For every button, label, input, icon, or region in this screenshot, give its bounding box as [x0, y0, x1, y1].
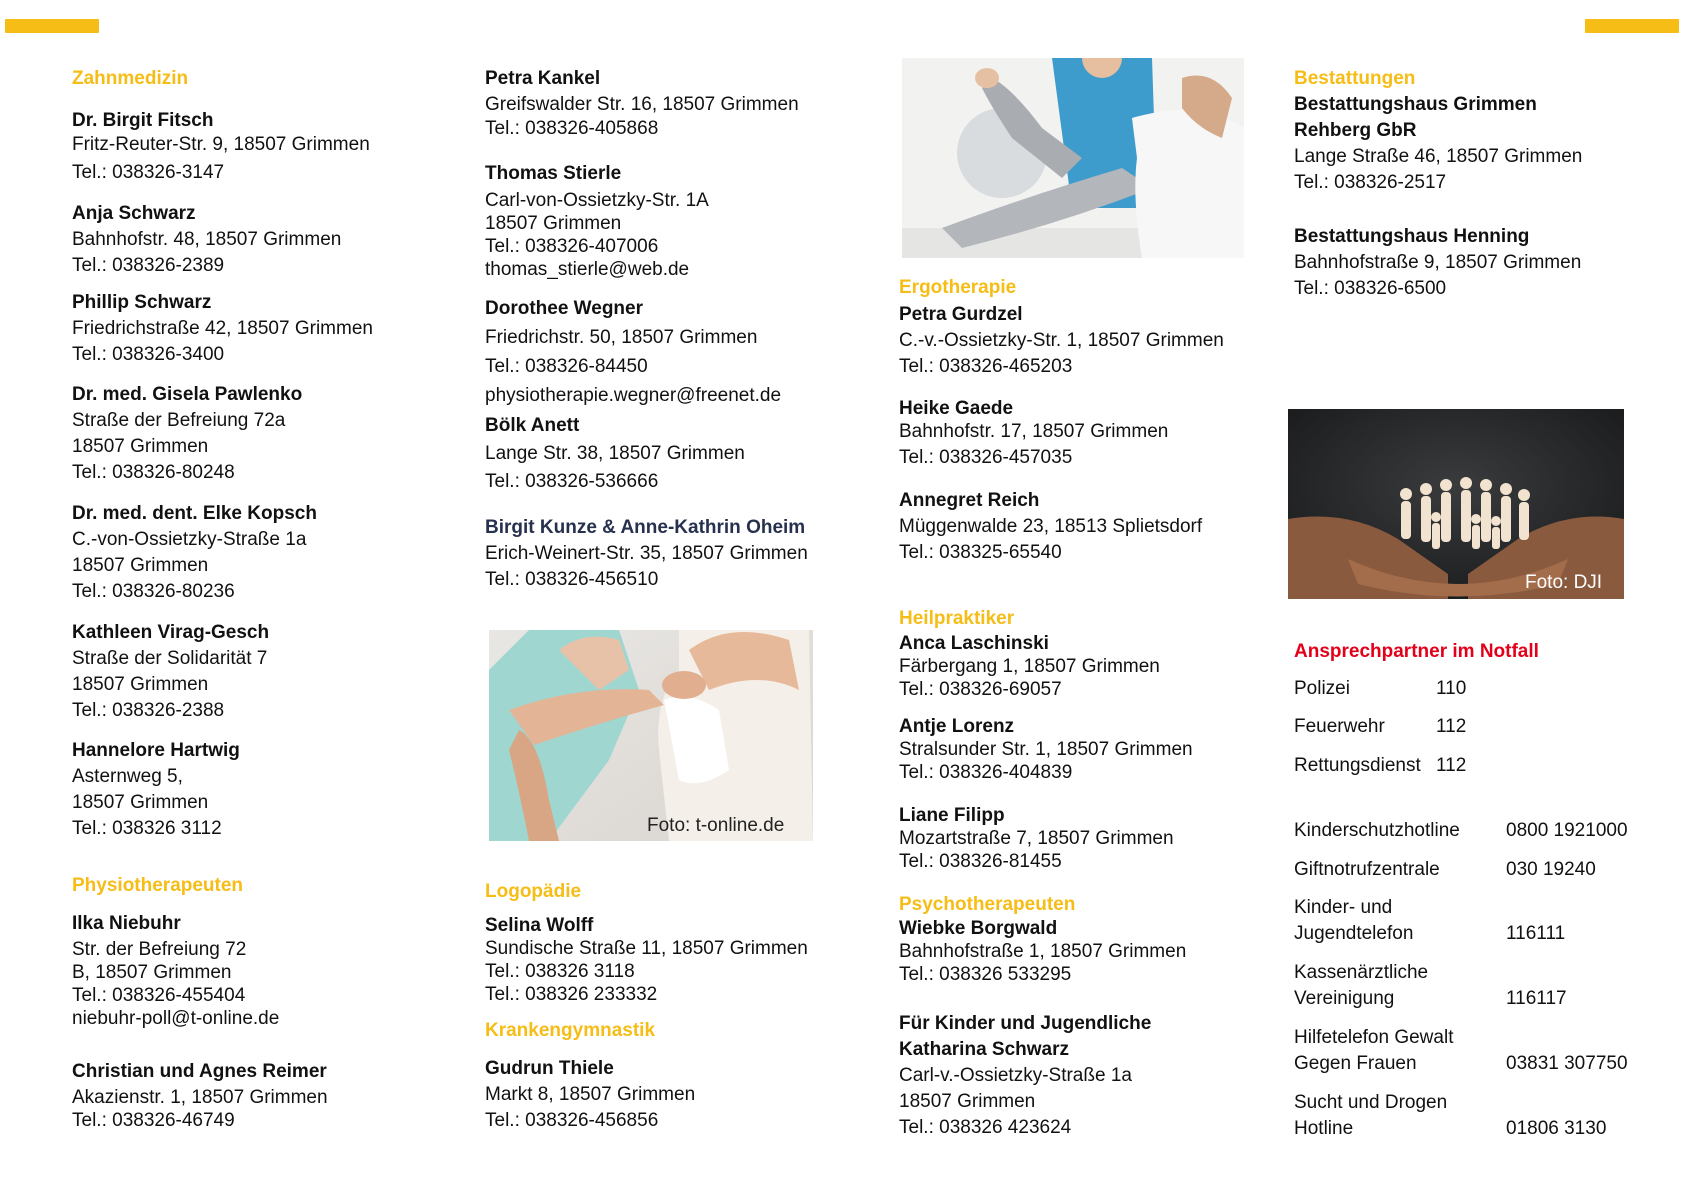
hotline-number: 0800 1921000 — [1506, 820, 1628, 841]
entry-kankel — [485, 67, 799, 141]
entry-anja-schwarz — [72, 201, 341, 279]
entry-name: Gudrun Thiele — [485, 1058, 614, 1079]
photo-credit: Foto: t-online.de — [647, 815, 785, 836]
entry-name: Liane Filipp — [899, 805, 1005, 826]
entry-name: Heike Gaede — [899, 398, 1014, 419]
entry-address: Bahnhofstr. 48, 18507 Grimmen — [72, 229, 342, 250]
hotline-label-2: Jugendtelefon — [1294, 923, 1414, 944]
entry-name: Phillip Schwarz — [72, 292, 212, 313]
hotline-label: Sucht und Drogen — [1294, 1092, 1448, 1113]
entry-wolff — [485, 914, 808, 1006]
hotline-number: 030 19240 — [1506, 859, 1596, 880]
emergency-label: Polizei — [1294, 678, 1350, 699]
entry-phone: Tel.: 038326 3112 — [72, 818, 222, 839]
entry-name: Dorothee Wegner — [485, 298, 644, 319]
entry-phone: Tel.: 038326 533295 — [899, 964, 1072, 985]
entry-wegner — [485, 294, 781, 410]
entry-phone: Tel.: 038326-536666 — [485, 471, 659, 492]
entry-fitsch — [72, 109, 370, 185]
entry-stierle — [485, 162, 709, 281]
entry-address: Carl-v.-Ossietzky-Straße 1a — [899, 1065, 1132, 1086]
entry-address: Greifswalder Str. 16, 18507 Grimmen — [485, 94, 799, 115]
entry-gaede — [899, 397, 1168, 469]
hotline-row — [1294, 1025, 1628, 1077]
entry-name: Hannelore Hartwig — [72, 740, 240, 761]
entry-filipp — [899, 804, 1174, 873]
heading-bestattungen: Bestattungen — [1294, 68, 1416, 89]
entry-address: C.-v.-Ossietzky-Str. 1, 18507 Grimmen — [899, 330, 1224, 351]
entry-name: Antje Lorenz — [899, 716, 1015, 737]
entry-name: Bestattungshaus Henning — [1294, 226, 1530, 247]
emergency-row — [1294, 714, 1466, 740]
hotline-number: 116111 — [1506, 923, 1566, 944]
entry-address: Akazienstr. 1, 18507 Grimmen — [72, 1087, 328, 1108]
entry-katharina-schwarz — [899, 1011, 1151, 1141]
entry-laschinski — [899, 632, 1160, 701]
entry-name: Petra Gurdzel — [899, 304, 1023, 325]
entry-phone: Tel.: 038326-2517 — [1294, 172, 1447, 193]
heading-physiotherapeuten: Physiotherapeuten — [72, 875, 244, 896]
entry-address: Erich-Weinert-Str. 35, 18507 Grimmen — [485, 543, 808, 564]
entry-niebuhr — [72, 912, 279, 1030]
entry-address: Bahnhofstr. 17, 18507 Grimmen — [899, 421, 1169, 442]
emergency-row — [1294, 753, 1466, 779]
hotline-label: Hilfetelefon Gewalt — [1294, 1027, 1454, 1048]
heading-heilpraktiker: Heilpraktiker — [899, 608, 1015, 629]
hotline-row — [1294, 857, 1596, 883]
entry-email: physiotherapie.wegner@freenet.de — [485, 385, 782, 406]
accent-bar-right — [1585, 19, 1679, 33]
heading-ergotherapie: Ergotherapie — [899, 277, 1017, 298]
entry-hartwig — [72, 738, 240, 842]
entry-address: Färbergang 1, 18507 Grimmen — [899, 656, 1160, 677]
emergency-label: Rettungsdienst — [1294, 755, 1421, 776]
accent-bar-left — [5, 19, 99, 33]
entry-phone: Tel.: 038326-455404 — [72, 985, 246, 1006]
entry-phone: Tel.: 038326-2389 — [72, 255, 225, 276]
entry-email: niebuhr-poll@t-online.de — [72, 1008, 280, 1029]
entry-phone: Tel.: 038326-2388 — [72, 700, 225, 721]
entry-phone: Tel.: 038326-3400 — [72, 344, 225, 365]
entry-phone: Tel.: 038325-65540 — [899, 542, 1062, 563]
hotline-number: 01806 3130 — [1506, 1118, 1607, 1139]
emergency-number: 112 — [1436, 755, 1467, 776]
entry-reich — [899, 488, 1202, 566]
entry-phone: Tel.: 038326-407006 — [485, 236, 659, 257]
entry-phone: Tel.: 038326-84450 — [485, 356, 648, 377]
entry-phone: Tel.: 038326 423624 — [899, 1117, 1072, 1138]
entry-phone: Tel.: 038326-456856 — [485, 1110, 659, 1131]
hotline-label: Giftnotrufzentrale — [1294, 859, 1440, 880]
entry-address-2: 18507 Grimmen — [485, 213, 622, 234]
entry-virag-gesch — [72, 620, 269, 724]
emergency-number: 112 — [1436, 716, 1467, 737]
entry-name: Thomas Stierle — [485, 163, 622, 184]
therapy-photo — [902, 58, 1244, 258]
entry-address: Straße der Befreiung 72a — [72, 410, 286, 431]
entry-address: Stralsunder Str. 1, 18507 Grimmen — [899, 739, 1193, 760]
heading-krankengymnastik: Krankengymnastik — [485, 1020, 656, 1041]
entry-address: Friedrichstraße 42, 18507 Grimmen — [72, 318, 373, 339]
entry-name-2: Rehberg GbR — [1294, 120, 1417, 141]
entry-address: Fritz-Reuter-Str. 9, 18507 Grimmen — [72, 134, 370, 155]
entry-address: Lange Str. 38, 18507 Grimmen — [485, 443, 745, 464]
entry-address: Mozartstraße 7, 18507 Grimmen — [899, 828, 1174, 849]
entry-address: Lange Straße 46, 18507 Grimmen — [1294, 146, 1583, 167]
entry-address: Friedrichstr. 50, 18507 Grimmen — [485, 327, 758, 348]
entry-address-2: 18507 Grimmen — [72, 674, 209, 695]
hotline-label-2: Gegen Frauen — [1294, 1053, 1417, 1074]
entry-address-2: 18507 Grimmen — [72, 436, 209, 457]
entry-name: Kathleen Virag-Gesch — [72, 622, 270, 643]
entry-phillip-schwarz — [72, 290, 373, 368]
entry-phone: Tel.: 038326-457035 — [899, 447, 1073, 468]
entry-name: Bölk Anett — [485, 415, 580, 436]
entry-phone: Tel.: 038326-69057 — [899, 679, 1062, 700]
hands-photo — [1288, 409, 1624, 599]
entry-address: Bahnhofstraße 1, 18507 Grimmen — [899, 941, 1187, 962]
physiotherapy-photo — [489, 630, 813, 841]
entry-phone: Tel.: 038326-80248 — [72, 462, 235, 483]
entry-address-2: B, 18507 Grimmen — [72, 962, 232, 983]
entry-kopsch — [72, 501, 317, 605]
entry-address: Str. der Befreiung 72 — [72, 939, 247, 960]
entry-borgwald — [899, 917, 1186, 986]
entry-name: Petra Kankel — [485, 68, 601, 89]
subheading-kinder: Für Kinder und Jugendliche — [899, 1013, 1152, 1034]
entry-phone: Tel.: 038326-405868 — [485, 118, 659, 139]
entry-name: Anja Schwarz — [72, 203, 196, 224]
emergency-number: 110 — [1436, 678, 1467, 699]
entry-boelk — [485, 412, 745, 496]
hotline-label: Kinderschutzhotline — [1294, 820, 1460, 841]
entry-name: Anca Laschinski — [899, 633, 1049, 654]
entry-address-2: 18507 Grimmen — [899, 1091, 1036, 1112]
entry-name: Wiebke Borgwald — [899, 918, 1058, 939]
heading-notfall: Ansprechpartner im Notfall — [1294, 641, 1539, 662]
hotline-number: 116117 — [1506, 988, 1567, 1009]
entry-phone: Tel.: 038326-46749 — [72, 1110, 235, 1131]
entry-henning — [1294, 224, 1581, 302]
entry-address-2: 18507 Grimmen — [72, 555, 209, 576]
hotline-row — [1294, 960, 1567, 1012]
entry-phone: Tel.: 038326-80236 — [72, 581, 235, 602]
hotline-label: Kassenärztliche — [1294, 962, 1429, 983]
entry-address: Müggenwalde 23, 18513 Splietsdorf — [899, 516, 1203, 537]
hotline-label: Kinder- und — [1294, 897, 1393, 918]
entry-address: Bahnhofstraße 9, 18507 Grimmen — [1294, 252, 1582, 273]
entry-name: Dr. med. dent. Elke Kopsch — [72, 503, 317, 524]
entry-name: Ilka Niebuhr — [72, 913, 181, 934]
heading-psychotherapeuten: Psychotherapeuten — [899, 894, 1076, 915]
entry-gurdzel — [899, 302, 1224, 380]
hotline-row — [1294, 818, 1628, 844]
entry-phone: Tel.: 038326-3147 — [72, 162, 225, 183]
entry-name: Dr. Birgit Fitsch — [72, 110, 214, 131]
entry-name: Katharina Schwarz — [899, 1039, 1069, 1060]
hotline-row — [1294, 1090, 1606, 1142]
entry-address: Sundische Straße 11, 18507 Grimmen — [485, 938, 808, 959]
entry-phone: Tel.: 038326-456510 — [485, 569, 659, 590]
entry-phone: Tel.: 038326-404839 — [899, 762, 1073, 783]
entry-address: Straße der Solidarität 7 — [72, 648, 268, 669]
entry-address: Asternweg 5, — [72, 766, 183, 787]
heading-zahnmedizin: Zahnmedizin — [72, 68, 189, 89]
entry-address: C.-von-Ossietzky-Straße 1a — [72, 529, 307, 550]
entry-phone: Tel.: 038326-6500 — [1294, 278, 1447, 299]
hotline-label-2: Hotline — [1294, 1118, 1354, 1139]
entry-address-2: 18507 Grimmen — [72, 792, 209, 813]
photo-credit: Foto: DJI — [1525, 572, 1603, 593]
entry-name: Dr. med. Gisela Pawlenko — [72, 384, 303, 405]
entry-phone-2: Tel.: 038326 233332 — [485, 984, 658, 1005]
entry-name: Birgit Kunze & Anne-Kathrin Oheim — [485, 517, 806, 538]
entry-kunze-oheim — [485, 515, 808, 593]
hotline-row — [1294, 895, 1565, 947]
entry-reimer — [72, 1060, 328, 1132]
entry-name: Selina Wolff — [485, 915, 594, 936]
emergency-row — [1294, 676, 1466, 702]
entry-name: Christian und Agnes Reimer — [72, 1061, 327, 1082]
entry-name: Annegret Reich — [899, 490, 1040, 511]
entry-phone: Tel.: 038326-81455 — [899, 851, 1062, 872]
entry-phone: Tel.: 038326-465203 — [899, 356, 1073, 377]
entry-pawlenko — [72, 382, 302, 486]
entry-name: Bestattungshaus Grimmen — [1294, 94, 1537, 115]
hotline-number: 03831 307750 — [1506, 1053, 1628, 1074]
entry-email: thomas_stierle@web.de — [485, 259, 690, 280]
entry-address: Carl-von-Ossietzky-Str. 1A — [485, 190, 709, 211]
entry-address: Markt 8, 18507 Grimmen — [485, 1084, 696, 1105]
heading-logopaedie: Logopädie — [485, 881, 582, 902]
entry-phone: Tel.: 038326 3118 — [485, 961, 635, 982]
hotline-label-2: Vereinigung — [1294, 988, 1395, 1009]
entry-thiele — [485, 1056, 695, 1134]
entry-rehberg — [1294, 92, 1582, 196]
entry-lorenz — [899, 715, 1193, 784]
emergency-label: Feuerwehr — [1294, 716, 1385, 737]
